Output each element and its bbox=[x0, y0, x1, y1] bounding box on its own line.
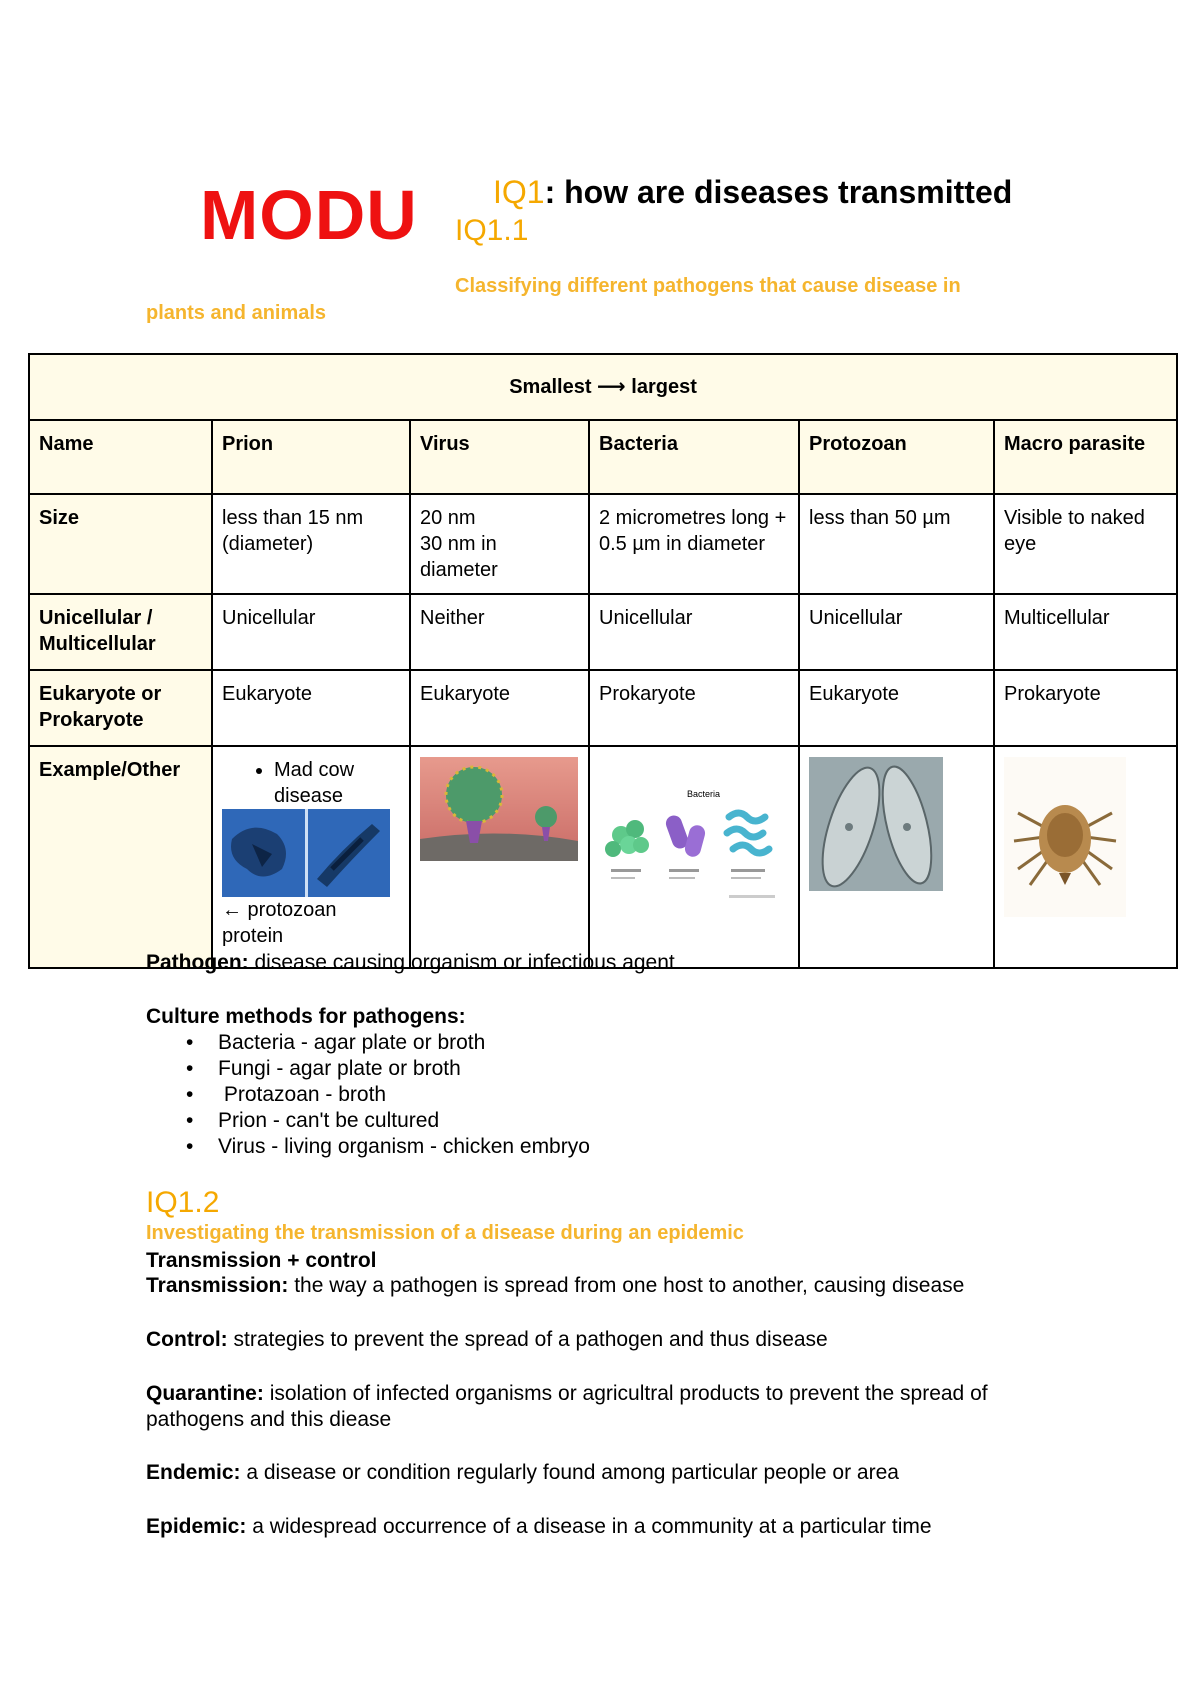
row-label-size: Size bbox=[29, 494, 212, 594]
endemic-term: Endemic: bbox=[146, 1461, 241, 1484]
quarantine-definition bbox=[146, 1381, 1066, 1433]
row-label-kingdom: Eukaryote or Prokaryote bbox=[29, 670, 212, 746]
list-item: • Prion - can't be cultured bbox=[186, 1108, 590, 1134]
size-protozoan: less than 50 µm bbox=[799, 494, 994, 594]
epidemic-definition bbox=[146, 1514, 1106, 1540]
example-prion bbox=[212, 746, 410, 968]
epidemic-term: Epidemic: bbox=[146, 1515, 247, 1538]
header-virus: Virus bbox=[410, 420, 589, 494]
protozoan-micrograph-image bbox=[809, 757, 943, 891]
iq1-2-heading: IQ1.2 bbox=[146, 1186, 220, 1219]
pathogen-term: Pathogen: bbox=[146, 951, 249, 974]
header-protozoan: Protozoan bbox=[799, 420, 994, 494]
bacteria-diagram-title: Bacteria bbox=[687, 789, 721, 799]
size-prion: less than 15 nm (diameter) bbox=[212, 494, 410, 594]
prion-micrograph-image bbox=[222, 809, 390, 897]
transmission-control-heading bbox=[146, 1248, 376, 1274]
cellularity-bacteria: Unicellular bbox=[589, 594, 799, 670]
kingdom-bacteria: Prokaryote bbox=[589, 670, 799, 746]
tick-photo-image bbox=[1004, 757, 1126, 917]
iq1-1-subtitle-line1: Classifying different pathogens that cause disease in bbox=[455, 275, 961, 297]
list-item: • Bacteria - agar plate or broth bbox=[186, 1030, 590, 1056]
example-virus bbox=[410, 746, 589, 968]
quarantine-def-text: isolation of infected organisms or agricultral products to prevent the spread of pathogens and this diease bbox=[146, 1382, 988, 1431]
kingdom-prion: Eukaryote bbox=[212, 670, 410, 746]
row-label-example: Example/Other bbox=[29, 746, 212, 968]
example-protozoan bbox=[799, 746, 994, 968]
iq1-heading bbox=[493, 173, 1012, 211]
culture-methods-list bbox=[146, 1030, 590, 1160]
control-def-text: strategies to prevent the spread of a pathogen and thus disease bbox=[227, 1328, 828, 1351]
prion-image-caption: ← protozoan protein bbox=[222, 899, 337, 947]
iq1-question: : how are diseases transmitted bbox=[544, 174, 1013, 210]
row-label-cellularity: Unicellular / Multicellular bbox=[29, 594, 212, 670]
size-bacteria: 2 micrometres long + 0.5 µm in diameter bbox=[589, 494, 799, 594]
list-item: • Virus - living organism - chicken embryo bbox=[186, 1134, 590, 1160]
endemic-definition bbox=[146, 1460, 1106, 1486]
pathogen-comparison-table bbox=[28, 353, 1178, 969]
iq1-1-heading: IQ1.1 bbox=[455, 214, 529, 247]
quarantine-term: Quarantine: bbox=[146, 1382, 264, 1405]
cellularity-prion: Unicellular bbox=[212, 594, 410, 670]
size-virus: 20 nm 30 nm in diameter bbox=[410, 494, 589, 594]
tc-heading-text: Transmission + control bbox=[146, 1249, 377, 1272]
pathogen-definition bbox=[146, 950, 675, 976]
bacteria-shapes-diagram-image bbox=[599, 787, 789, 907]
size-macro-parasite: Visible to naked eye bbox=[994, 494, 1177, 594]
culture-methods-title: Culture methods for pathogens: bbox=[146, 1005, 466, 1028]
control-definition bbox=[146, 1327, 1106, 1353]
kingdom-protozoan: Eukaryote bbox=[799, 670, 994, 746]
culture-methods-section bbox=[146, 1004, 590, 1160]
example-bacteria bbox=[589, 746, 799, 968]
transmission-def-text: the way a pathogen is spread from one host to another, causing disease bbox=[288, 1274, 965, 1297]
iq1-2-subtitle: Investigating the transmission of a disease during an epidemic bbox=[146, 1222, 744, 1244]
control-term: Control: bbox=[146, 1328, 228, 1351]
transmission-term: Transmission: bbox=[146, 1274, 289, 1297]
epidemic-def-text: a widespread occurrence of a disease in a community at a particular time bbox=[246, 1515, 932, 1538]
kingdom-macro-parasite: Prokaryote bbox=[994, 670, 1177, 746]
iq1-prefix: IQ1 bbox=[493, 174, 545, 210]
list-item: • Fungi - agar plate or broth bbox=[186, 1056, 590, 1082]
cellularity-macro-parasite: Multicellular bbox=[994, 594, 1177, 670]
pathogen-def-text: disease causing organism or infectious agent bbox=[248, 951, 675, 974]
example-macro-parasite bbox=[994, 746, 1177, 968]
size-order-banner: Smallest ⟶ largest bbox=[29, 354, 1177, 420]
header-name: Name bbox=[29, 420, 212, 494]
prion-example-bullet: • Mad cow disease bbox=[274, 757, 400, 809]
header-prion: Prion bbox=[212, 420, 410, 494]
module-title: MODU bbox=[200, 176, 418, 254]
cellularity-protozoan: Unicellular bbox=[799, 594, 994, 670]
virus-illustration-image bbox=[420, 757, 578, 861]
transmission-definition bbox=[146, 1273, 1106, 1299]
cellularity-virus: Neither bbox=[410, 594, 589, 670]
header-macro-parasite: Macro parasite bbox=[994, 420, 1177, 494]
iq1-1-subtitle-line2: plants and animals bbox=[146, 302, 327, 324]
endemic-def-text: a disease or condition regularly found among particular people or area bbox=[240, 1461, 899, 1484]
list-item: • Protazoan - broth bbox=[186, 1082, 590, 1108]
kingdom-virus: Eukaryote bbox=[410, 670, 589, 746]
header-bacteria: Bacteria bbox=[589, 420, 799, 494]
